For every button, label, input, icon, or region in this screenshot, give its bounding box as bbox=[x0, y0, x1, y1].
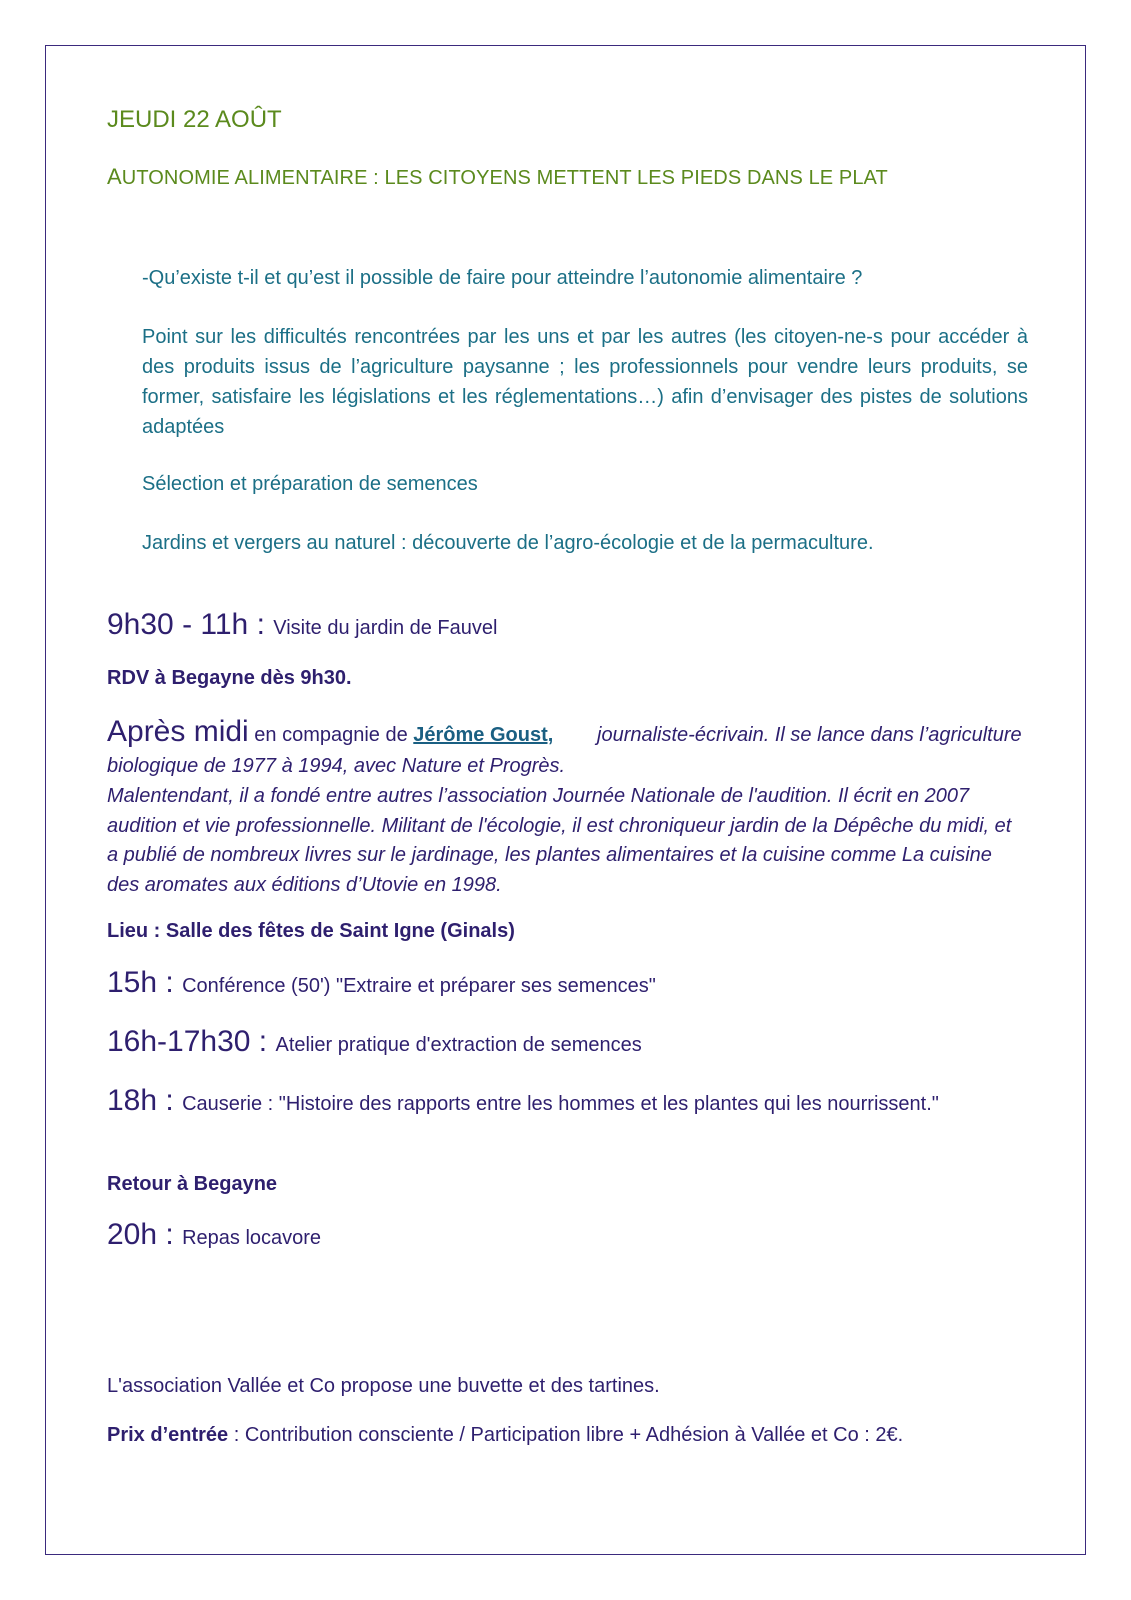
subtitle-text: UTONOMIE ALIMENTAIRE : LES CITOYENS METTENT LES PIEDS DANS LE PLAT bbox=[121, 167, 888, 189]
speaker-bio-1: journaliste-écrivain. Il se lance dans l’agriculture biologique de 1977 à 1994, avec Nature et Progrès. bbox=[107, 724, 1022, 777]
morning-desc: Visite du jardin de Fauvel bbox=[273, 617, 498, 639]
intro-point: Point sur les difficultés rencontrées par les uns et par les autres (les citoyen-ne-s pour accéder à des produits issus de l’agriculture paysanne ; les professionnels pour vendre leurs produits, se former, satisfaire les législations et les réglementations…) afin d’envisager des pistes de solutions adaptées bbox=[142, 326, 1028, 438]
time-18h: 18h bbox=[107, 1084, 158, 1117]
schedule-18h bbox=[107, 1085, 1028, 1120]
time-separator: : bbox=[250, 1025, 276, 1058]
desc-18h: Causerie : "Histoire des rapports entre les hommes et les plantes qui les nourrissent." bbox=[182, 1093, 939, 1115]
speaker-link[interactable]: Jérôme Goust, bbox=[413, 724, 554, 746]
time-15h: 15h bbox=[107, 966, 158, 999]
desc-20h: Repas locavore bbox=[182, 1227, 322, 1249]
event-subtitle bbox=[107, 164, 888, 190]
schedule-morning bbox=[107, 608, 497, 642]
subtitle-initial: A bbox=[107, 164, 122, 189]
schedule-15h bbox=[107, 966, 656, 1000]
time-morning: 9h30 - 11h bbox=[107, 608, 249, 641]
time-separator: : bbox=[157, 1084, 183, 1117]
afternoon-companion: en compagnie de bbox=[248, 724, 414, 746]
entry-price bbox=[107, 1424, 903, 1447]
event-date: JEUDI 22 AOÛT bbox=[107, 106, 282, 133]
intro-jardins: Jardins et vergers au naturel : découverte de l’agro-écologie et de la permaculture. bbox=[142, 532, 874, 554]
speaker-bio-2: Malentendant, il a fondé entre autres l’association Journée Nationale de l'audition. Il écrit en 2007 audition et vie professionnelle. Militant de l'écologie, il est chroniqueur jardin de la Dépêche du midi, et a publié de nombreux livres sur le jardinage, les plantes alimentaires et la cuisine comme La cuisine des aromates aux éditions d’Utovie en 1998. bbox=[107, 785, 1012, 896]
time-20h: 20h bbox=[107, 1218, 158, 1251]
schedule-20h bbox=[107, 1218, 321, 1252]
time-16h: 16h-17h30 bbox=[107, 1025, 251, 1058]
desc-16h: Atelier pratique d'extraction de semences bbox=[275, 1034, 642, 1056]
price-text: : Contribution consciente / Participation libre + Adhésion à Vallée et Co : 2€. bbox=[228, 1424, 904, 1446]
desc-15h: Conférence (50') "Extraire et préparer ses semences" bbox=[182, 975, 656, 997]
afternoon-label: Après midi bbox=[107, 715, 249, 748]
rdv-note: RDV à Begayne dès 9h30. bbox=[107, 667, 352, 689]
time-separator: : bbox=[248, 608, 274, 641]
time-separator: : bbox=[157, 966, 183, 999]
return-note: Retour à Begayne bbox=[107, 1173, 278, 1195]
price-label: Prix d’entrée bbox=[107, 1424, 229, 1446]
time-separator: : bbox=[157, 1218, 183, 1251]
venue-label: Lieu : Salle des fêtes de Saint Igne (Ginals) bbox=[107, 920, 515, 942]
buvette-note: L'association Vallée et Co propose une buvette et des tartines. bbox=[107, 1375, 660, 1397]
schedule-16h bbox=[107, 1025, 642, 1059]
intro-question: -Qu’existe t-il et qu’est il possible de faire pour atteindre l’autonomie alimentaire ? bbox=[142, 267, 863, 289]
intro-selection: Sélection et préparation de semences bbox=[142, 473, 478, 495]
